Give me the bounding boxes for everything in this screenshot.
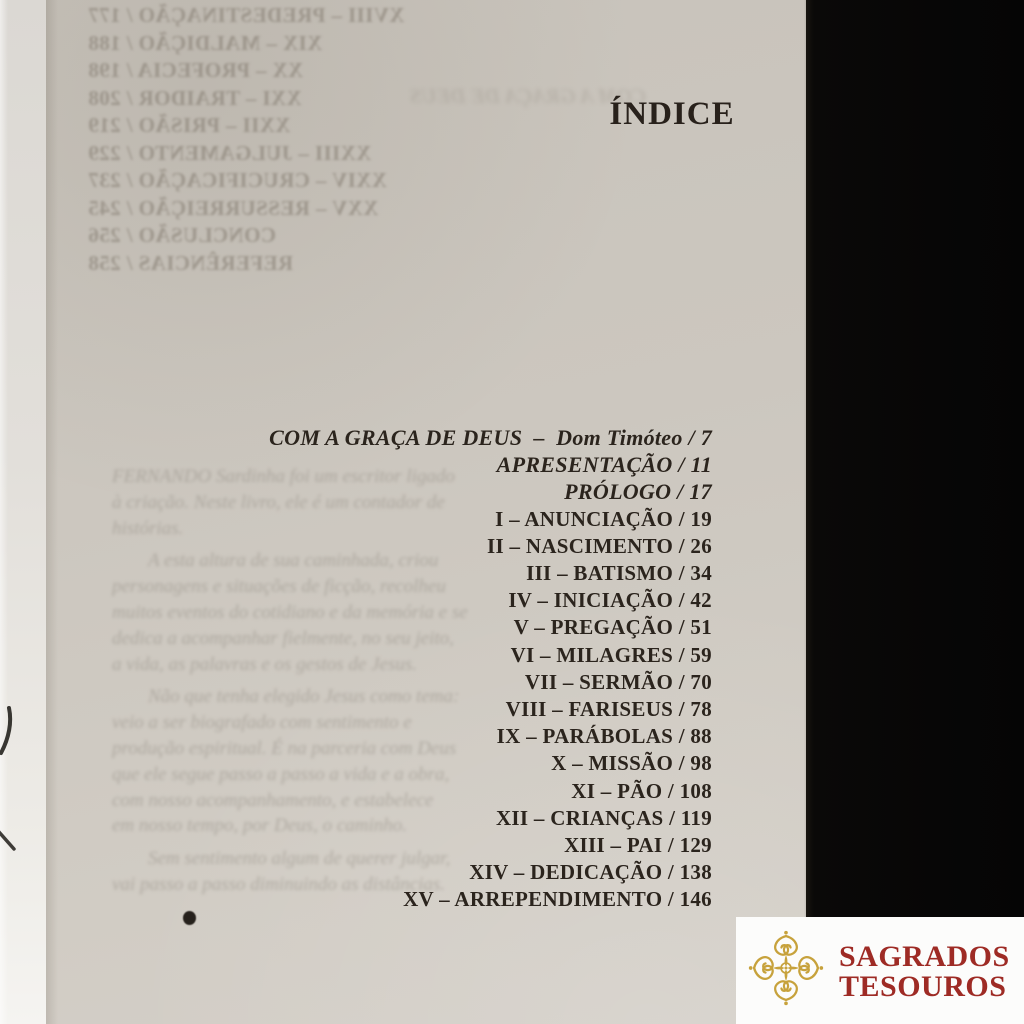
ghost-index-entry: XX – PROFECIA / 198 [88,58,304,82]
index-entry: XII – CRIANÇAS / 119 [495,805,712,830]
watermark-wordmark [839,942,1010,1002]
rosette-ornament-icon [748,930,824,1006]
store-watermark [736,917,1024,1024]
ghost-index-entry: XXII – PRISÃO / 219 [88,113,291,137]
index-entry: APRESENTAÇÃO / 11 [496,452,712,478]
index-entry: II – NASCIMENTO / 26 [487,533,712,558]
index-entry: V – PREGAÇÃO / 51 [513,615,712,640]
ghost-paragraph: FERNANDO Sardinha foi um escritor ligado à criação. Neste livro, ele é um contador de histórias. [112,466,455,539]
index-entry: COM A GRAÇA DE DEUS – Dom Timóteo / 7 [269,425,712,450]
ghost-index-entry: XXV – RESSURREIÇÃO / 245 [88,195,379,220]
ghost-paragraph: Não que tenha elegido Jesus como tema: veio a ser biografado com sentimento e produção espiritual. É na parceria com Deus que ele segue passo a passo a vida e a obra, com nosso acompanhamento, e estabelece em nosso tempo, por Deus, o caminho. [112,686,460,837]
ghost-index-entry: XVIII – PREDESTINAÇÃO / 177 [88,3,405,27]
index-entry: XI – PÃO / 108 [571,778,712,803]
ink-dot [183,911,196,925]
index-entry: VIII – FARISEUS / 78 [505,697,712,722]
index-list [269,424,712,914]
ghost-bleedthrough-index [88,2,452,277]
index-entry: VI – MILAGRES / 59 [510,642,712,667]
ghost-index-entry: XIX – MALDIÇÃO / 188 [88,30,323,55]
index-entry: XIV – DEDICAÇÃO / 138 [469,860,712,885]
index-entry: VII – SERMÃO / 70 [524,669,712,694]
ink-marks-icon [0,0,46,1024]
ghost-index-entry: XXI – TRAIDOR / 208 [88,85,302,110]
page-edge-strip [0,0,46,1024]
watermark-line1: SAGRADOS [839,940,1010,973]
ghost-paragraph: Sem sentimento algum de querer julgar, vai passo a passo diminuindo as distâncias. [112,848,451,895]
index-entry: IV – INICIAÇÃO / 42 [508,588,712,613]
ghost-bleedthrough-heading: COM A GRAÇA DE DEUS [409,84,646,108]
ghost-paragraph: A esta altura de sua caminhada, criou personagens e situações de ficção, recolheu muitos eventos do cotidiano e da memória e se dedica a acompanhar fielmente, no seu jeito, a vida, as palavras e os gestos de Jesus. [112,550,468,675]
index-entry: III – BATISMO / 34 [526,561,712,586]
photo-background [806,0,1024,1024]
ghost-index-entry: REFERÊNCIAS / 258 [88,250,294,275]
watermark-line2: TESOUROS [839,970,1007,1003]
index-entry: PRÓLOGO / 17 [564,479,712,505]
index-entry: IX – PARÁBOLAS / 88 [496,724,712,749]
ghost-index-entry: XXIV – CRUCIFICAÇÃO / 237 [88,168,387,192]
index-entry: XV – ARREPENDIMENTO / 146 [403,887,712,912]
ghost-index-entry: XXIII – JULGAMENTO / 229 [88,140,372,165]
index-entry: XIII – PAI / 129 [564,833,712,858]
index-entry: X – MISSÃO / 98 [551,751,712,776]
ghost-index-entry: CONCLUSÃO / 256 [88,223,277,247]
page-title: ÍNDICE [609,96,735,132]
index-entry: I – ANUNCIAÇÃO / 19 [495,506,712,531]
